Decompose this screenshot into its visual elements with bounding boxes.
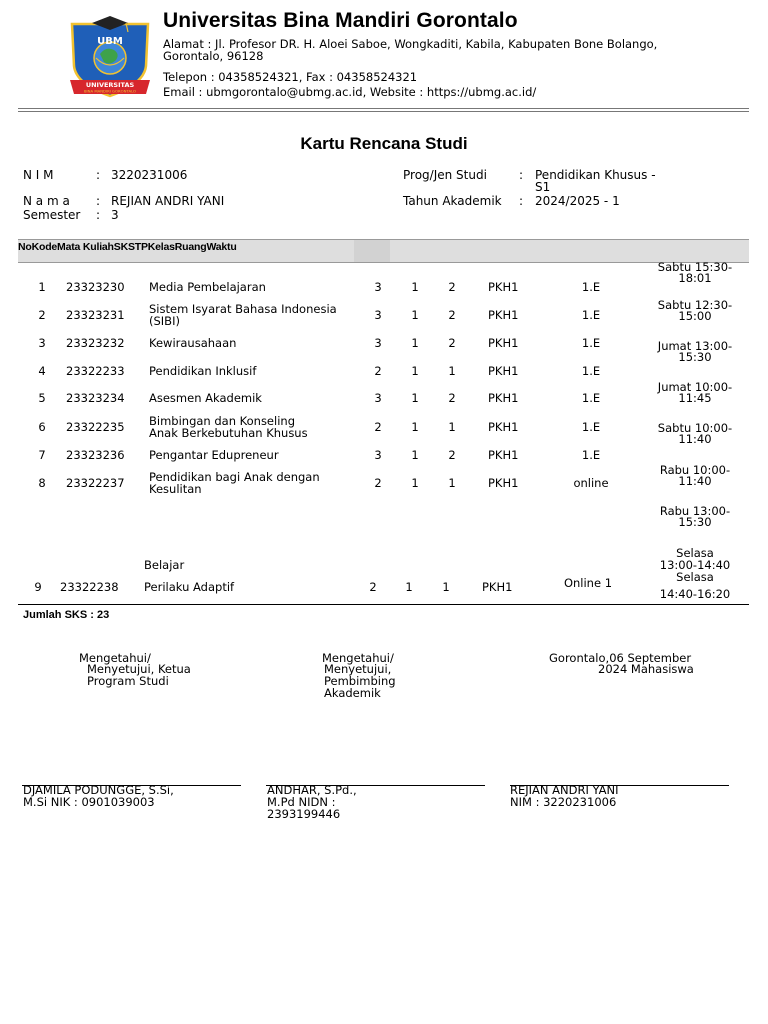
row-4-kode: 23322233 bbox=[66, 364, 125, 378]
row-8-kode: 23322237 bbox=[66, 476, 125, 490]
row-1-ruang: 1.E bbox=[581, 280, 601, 294]
row-9-waktu-2: 14:40-16:20 bbox=[659, 587, 731, 601]
row-8-p: 1 bbox=[448, 476, 456, 490]
row-1-p: 2 bbox=[448, 280, 456, 294]
row-5-p: 2 bbox=[448, 391, 456, 405]
nim-value: 3220231006 bbox=[111, 168, 188, 182]
row-6-kode: 23322235 bbox=[66, 420, 125, 434]
row-1-t: 1 bbox=[411, 280, 419, 294]
row-7-p: 2 bbox=[448, 448, 456, 462]
row-9-kode: 23322238 bbox=[60, 580, 119, 594]
row-8-waktu-2: 13:00-14:40 bbox=[659, 558, 731, 572]
row-1-kode: 23323230 bbox=[66, 280, 125, 294]
row-5-ruang: 1.E bbox=[581, 391, 601, 405]
row-1-mk: Media Pembelajaran bbox=[149, 280, 266, 294]
table-header-labels: NoKodeMata KuliahSKSTPKelasRuangWaktu bbox=[18, 241, 237, 253]
row-2-mk: Sistem Isyarat Bahasa Indonesia bbox=[149, 302, 337, 316]
row-3-waktu1: Jumat 13:00- bbox=[657, 339, 733, 353]
row-6-ruang: 1.E bbox=[581, 420, 601, 434]
address-line-2: Gorontalo, 96128 bbox=[163, 49, 264, 63]
row-2-kode: 23323231 bbox=[66, 308, 125, 322]
row-4-waktu1: Jumat 10:00- bbox=[657, 380, 733, 394]
tahun-separator: : bbox=[519, 194, 524, 208]
row-8-mk: Pendidikan bagi Anak dengan bbox=[149, 470, 320, 484]
row-3-kelas: PKH1 bbox=[488, 336, 519, 350]
row-4-ruang: 1.E bbox=[581, 364, 601, 378]
row-7-kelas: PKH1 bbox=[488, 448, 519, 462]
row-8-kelas: PKH1 bbox=[488, 476, 519, 490]
row-8-continuation: Belajar bbox=[144, 558, 185, 572]
row-1-waktu2: 18:01 bbox=[678, 271, 712, 285]
semester-label: Semester bbox=[23, 208, 81, 222]
mid-role-1: Mengetahui/ bbox=[322, 651, 394, 665]
row-7-t: 1 bbox=[411, 448, 419, 462]
nama-separator: : bbox=[96, 194, 101, 208]
prog-value-line1: Pendidikan Khusus - bbox=[535, 168, 656, 182]
row-4-waktu2: 11:45 bbox=[678, 391, 712, 405]
row-5-waktu2: 11:40 bbox=[678, 432, 712, 446]
row-9-mata-kuliah: Perilaku Adaptif bbox=[144, 580, 235, 594]
row-8-no: 8 bbox=[38, 476, 46, 490]
row-6-mk-line2: Anak Berkebutuhan Khusus bbox=[149, 426, 308, 440]
logo-ribbon-subtext: BINA MANDIRI GORONTALO bbox=[83, 88, 137, 94]
tahun-value: 2024/2025 - 1 bbox=[535, 194, 620, 208]
row-2-kelas: PKH1 bbox=[488, 308, 519, 322]
row-3-sks: 3 bbox=[374, 336, 382, 350]
logo-text: UBM bbox=[97, 36, 123, 47]
row-9-ruang: Online 1 bbox=[563, 576, 613, 590]
tahun-label: Tahun Akademik bbox=[403, 194, 502, 208]
row-6-p: 1 bbox=[448, 420, 456, 434]
address-line-1: Alamat : Jl. Profesor DR. H. Aloei Saboe, Wongkaditi, Kabila, Kabupaten Bone Bolango, bbox=[163, 37, 658, 51]
row-7-ruang: 1.E bbox=[581, 448, 601, 462]
row-5-kode: 23323234 bbox=[66, 391, 125, 405]
row-4-mk: Pendidikan Inklusif bbox=[149, 364, 257, 378]
row-7-mk: Pengantar Edupreneur bbox=[149, 448, 279, 462]
row-7-waktu1: Rabu 13:00- bbox=[659, 504, 731, 518]
prog-separator: : bbox=[519, 168, 524, 182]
table-bottom-rule bbox=[18, 604, 749, 605]
row-2-no: 2 bbox=[38, 308, 46, 322]
document-title: Kartu Rencana Studi bbox=[300, 134, 468, 153]
row-6-mk: Bimbingan dan Konseling bbox=[149, 414, 295, 428]
row-4-no: 4 bbox=[38, 364, 46, 378]
nama-value: REJIAN ANDRI YANI bbox=[111, 194, 225, 208]
row-8-ruang: online bbox=[573, 476, 609, 490]
row-6-sks: 2 bbox=[374, 420, 382, 434]
row-5-kelas: PKH1 bbox=[488, 391, 519, 405]
row-2-p: 2 bbox=[448, 308, 456, 322]
row-7-waktu2: 15:30 bbox=[678, 515, 712, 529]
logo-ribbon-text: UNIVERSITAS bbox=[85, 81, 135, 89]
row-3-no: 3 bbox=[38, 336, 46, 350]
row-9-p: 1 bbox=[442, 580, 450, 594]
row-2-waktu2: 15:00 bbox=[678, 309, 712, 323]
row-9-t: 1 bbox=[405, 580, 413, 594]
row-9-waktu-1: Selasa bbox=[676, 570, 714, 584]
right-role-1: Gorontalo,06 September bbox=[549, 651, 692, 665]
row-2-t: 1 bbox=[411, 308, 419, 322]
row-6-kelas: PKH1 bbox=[488, 420, 519, 434]
mid-signer-nidn-label: M.Pd NIDN : bbox=[267, 795, 336, 809]
row-3-p: 2 bbox=[448, 336, 456, 350]
university-name: Universitas Bina Mandiri Gorontalo bbox=[163, 9, 518, 32]
row-2-mk-line2: (SIBI) bbox=[149, 314, 180, 328]
phone-line: Telepon : 04358524321, Fax : 04358524321 bbox=[163, 70, 418, 84]
row-3-kode: 23323232 bbox=[66, 336, 125, 350]
row-3-ruang: 1.E bbox=[581, 336, 601, 350]
row-2-waktu1: Sabtu 12:30- bbox=[657, 298, 733, 312]
row-6-no: 6 bbox=[38, 420, 46, 434]
right-signer-nim: NIM : 3220231006 bbox=[510, 795, 617, 809]
row-3-mk: Kewirausahaan bbox=[149, 336, 237, 350]
row-7-sks: 3 bbox=[374, 448, 382, 462]
row-8-mk-line2: Kesulitan bbox=[149, 482, 202, 496]
row-9-sks: 2 bbox=[369, 580, 377, 594]
nim-separator: : bbox=[96, 168, 101, 182]
left-role-3: Program Studi bbox=[87, 674, 169, 688]
row-2-ruang: 1.E bbox=[581, 308, 601, 322]
row-5-mk: Asesmen Akademik bbox=[149, 391, 262, 405]
left-signer-nik: M.Si NIK : 0901039003 bbox=[23, 795, 155, 809]
row-3-t: 1 bbox=[411, 336, 419, 350]
row-5-sks: 3 bbox=[374, 391, 382, 405]
row-7-no: 7 bbox=[38, 448, 46, 462]
row-9-kelas: PKH1 bbox=[482, 580, 513, 594]
prog-label: Prog/Jen Studi bbox=[403, 168, 487, 182]
row-4-sks: 2 bbox=[374, 364, 382, 378]
row-5-no: 5 bbox=[38, 391, 46, 405]
nim-label: N I M bbox=[23, 168, 54, 182]
row-4-kelas: PKH1 bbox=[488, 364, 519, 378]
row-7-kode: 23323236 bbox=[66, 448, 125, 462]
mid-signer-nidn: 2393199446 bbox=[267, 807, 341, 821]
semester-separator: : bbox=[96, 208, 101, 222]
row-1-sks: 3 bbox=[374, 280, 382, 294]
semester-value: 3 bbox=[111, 208, 119, 222]
row-2-sks: 3 bbox=[374, 308, 382, 322]
right-role-2: 2024 Mahasiswa bbox=[598, 662, 694, 676]
row-9-no: 9 bbox=[34, 580, 42, 594]
email-line: Email : ubmgorontalo@ubmg.ac.id, Website : https://ubmg.ac.id/ bbox=[163, 85, 537, 99]
left-role-1: Mengetahui/ bbox=[79, 651, 151, 665]
mid-role-3: Pembimbing bbox=[324, 674, 396, 688]
nama-label: N a m a bbox=[23, 194, 70, 208]
row-8-t: 1 bbox=[411, 476, 419, 490]
left-signer-name: DJAMILA PODUNGGE, S.Si, bbox=[23, 783, 174, 797]
row-6-t: 1 bbox=[411, 420, 419, 434]
row-4-p: 1 bbox=[448, 364, 456, 378]
row-1-waktu1: Sabtu 15:30- bbox=[657, 260, 733, 274]
row-8-waktu-1: Selasa bbox=[676, 546, 714, 560]
mid-role-2: Menyetujui, bbox=[324, 662, 392, 676]
right-signer-name: REJIAN ANDRI YANI bbox=[510, 783, 619, 797]
row-4-t: 1 bbox=[411, 364, 419, 378]
row-6-waktu1: Rabu 10:00- bbox=[659, 463, 731, 477]
total-sks: Jumlah SKS : 23 bbox=[23, 609, 110, 621]
row-5-t: 1 bbox=[411, 391, 419, 405]
prog-value-line2: S1 bbox=[535, 180, 551, 194]
left-role-2: Menyetujui, Ketua bbox=[87, 662, 191, 676]
row-1-kelas: PKH1 bbox=[488, 280, 519, 294]
mid-role-4: Akademik bbox=[324, 686, 381, 700]
row-8-sks: 2 bbox=[374, 476, 382, 490]
row-3-waktu2: 15:30 bbox=[678, 350, 712, 364]
mid-signer-name: ANDHAR, S.Pd., bbox=[267, 783, 357, 797]
row-5-waktu1: Sabtu 10:00- bbox=[657, 421, 733, 435]
row-1-no: 1 bbox=[38, 280, 46, 294]
row-6-waktu2: 11:40 bbox=[678, 474, 712, 488]
